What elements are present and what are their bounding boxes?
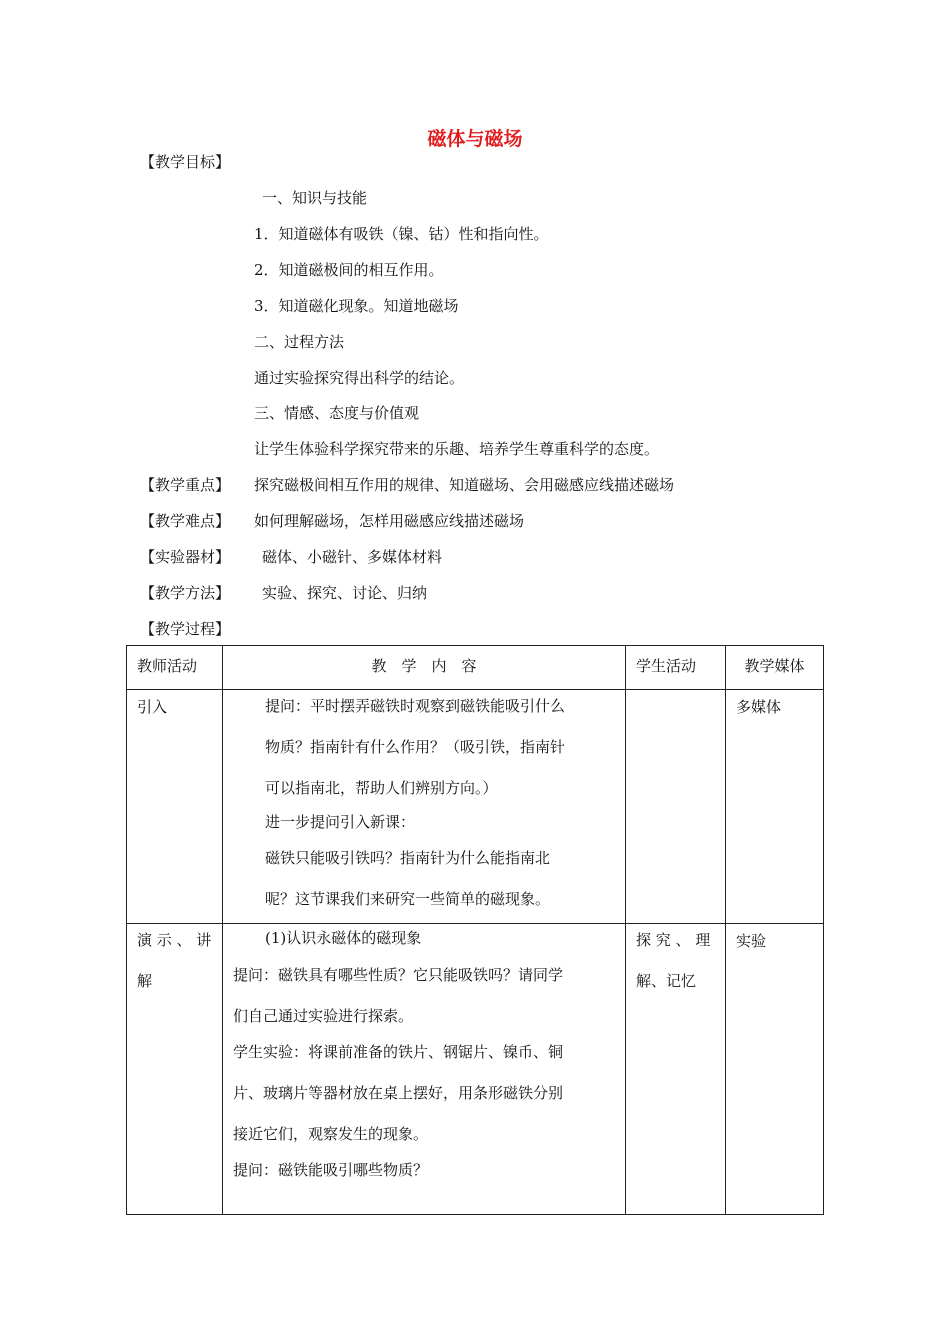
- row2-teacher: [127, 924, 223, 1215]
- row2-content-line: (1)认识永磁体的磁现象: [265, 929, 422, 947]
- page-title: 磁体与磁场: [427, 128, 523, 150]
- row1-content-line: 物质？指南针有什么作用？（吸引铁，指南针: [265, 738, 566, 756]
- row2-content-line: 们自己通过实验进行探索。: [233, 1007, 414, 1025]
- key-point-label: 【教学重点】: [140, 476, 231, 494]
- goals-section-2-text: 通过实验探究得出科学的结论。: [254, 369, 465, 387]
- row2-student: [626, 924, 726, 1215]
- table-row: [127, 924, 824, 1215]
- goals-section-3: 三、情感、态度与价值观: [254, 404, 420, 422]
- header-content: 教 学 内 容: [223, 646, 626, 690]
- goals-item-3: 3．知道磁化现象。知道地磁场: [254, 297, 459, 315]
- row2-content-line: 接近它们，观察发生的现象。: [233, 1125, 429, 1143]
- header-student-activity: 学生活动: [626, 646, 726, 690]
- row1-content: [223, 690, 626, 924]
- header-teacher-activity: 教师活动: [127, 646, 223, 690]
- row1-media: 多媒体: [726, 690, 824, 924]
- goals-section-1: 一、知识与技能: [262, 189, 368, 207]
- method-text: 实验、探究、讨论、归纳: [262, 584, 428, 602]
- equipment-text: 磁体、小磁针、多媒体材料: [262, 548, 443, 566]
- row2-content-line: 提问：磁铁能吸引哪些物质？: [233, 1161, 429, 1179]
- table-header-row: [127, 646, 824, 690]
- table-row: [127, 690, 824, 924]
- goals-item-2: 2．知道磁极间的相互作用。: [254, 261, 444, 279]
- row1-student: [626, 690, 726, 924]
- row1-content-line: 提问：平时摆弄磁铁时观察到磁铁能吸引什么: [265, 697, 566, 715]
- row1-teacher: 引入: [127, 690, 223, 924]
- row1-content-line: 磁铁只能吸引铁吗？指南针为什么能指南北: [265, 849, 551, 867]
- row2-content-line: 片、玻璃片等器材放在桌上摆好，用条形磁铁分别: [233, 1084, 564, 1102]
- row2-teacher-line: 演 示 、 讲: [137, 931, 212, 949]
- difficulty-text: 如何理解磁场，怎样用磁感应线描述磁场: [254, 512, 525, 530]
- key-point-text: 探究磁极间相互作用的规律、知道磁场、会用磁感应线描述磁场: [254, 476, 675, 494]
- row2-content-line: 学生实验：将课前准备的铁片、钢锯片、镍币、铜: [233, 1043, 564, 1061]
- row1-content-line: 进一步提问引入新课：: [265, 813, 416, 831]
- lesson-process-table: [126, 645, 824, 1215]
- row2-teacher-line: 解: [137, 972, 153, 990]
- equipment-label: 【实验器材】: [140, 548, 231, 566]
- row2-student-line: 解、记忆: [636, 972, 697, 990]
- row2-content-line: 提问：磁铁具有哪些性质？它只能吸铁吗？请同学: [233, 966, 564, 984]
- row1-content-line: 可以指南北，帮助人们辨别方向。）: [265, 779, 498, 797]
- method-label: 【教学方法】: [140, 584, 231, 602]
- goals-section-2: 二、过程方法: [254, 333, 345, 351]
- row2-student-line: 探 究 、 理: [636, 931, 711, 949]
- row2-media: 实验: [726, 924, 824, 1215]
- difficulty-label: 【教学难点】: [140, 512, 231, 530]
- goals-heading: 【教学目标】: [140, 153, 231, 171]
- row2-content: [223, 924, 626, 1215]
- row1-content-line: 呢？这节课我们来研究一些简单的磁现象。: [265, 890, 551, 908]
- header-media: 教学媒体: [726, 646, 824, 690]
- goals-section-3-text: 让学生体验科学探究带来的乐趣、培养学生尊重科学的态度。: [254, 440, 660, 458]
- goals-item-1: 1．知道磁体有吸铁（镍、钴）性和指向性。: [254, 225, 549, 243]
- process-label: 【教学过程】: [140, 620, 231, 638]
